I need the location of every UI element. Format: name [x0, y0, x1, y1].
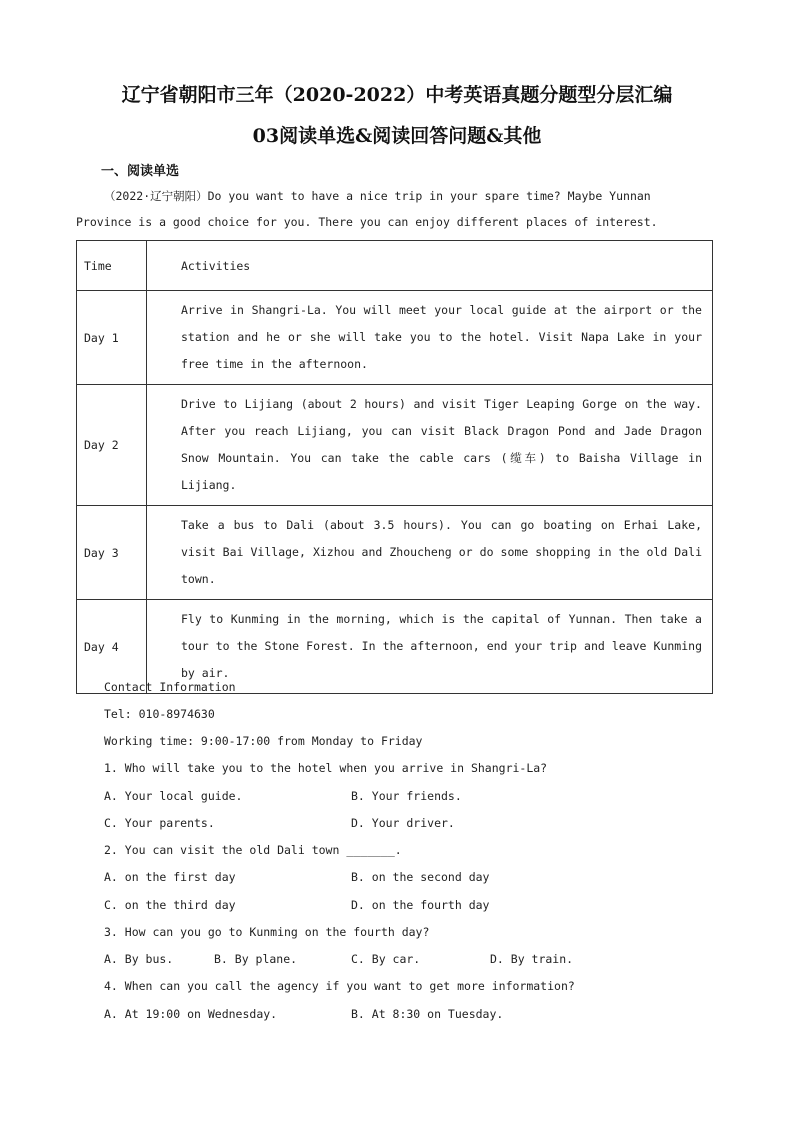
answer-option: D. By train.: [490, 952, 574, 966]
question-stem: 4. When can you call the agency if you want to get more information?: [104, 979, 575, 993]
question-stem: 2. You can visit the old Dali town _______.: [104, 843, 402, 857]
section-heading: 一、阅读单选: [101, 164, 180, 179]
table-row: [77, 385, 713, 506]
row-activity-text: Take a bus to Dali (about 3.5 hours). You can go boating on Erhai Lake, visit Bai Village, Xizhou and Zhoucheng or do some shopping in the old Dali town.: [181, 518, 702, 586]
header-activities: Activities: [147, 241, 713, 291]
document-title: 辽宁省朝阳市三年（2020-2022）中考英语真题分题型分层汇编: [121, 84, 673, 106]
table-header-row: [77, 241, 713, 291]
answer-option: A. on the first day: [104, 870, 236, 884]
contact-heading: Contact Information: [104, 680, 236, 694]
row-activity-text: Arrive in Shangri-La. You will meet your local guide at the airport or the station and he or she will take you to the hotel. Visit Napa Lake in your free time in the afternoon.: [181, 303, 702, 371]
row-activity: [147, 385, 713, 506]
answer-option: D. on the fourth day: [351, 898, 490, 912]
answer-option: B. on the second day: [351, 870, 490, 884]
answer-option: C. Your parents.: [104, 816, 215, 830]
row-time: Day 2: [77, 385, 147, 506]
itinerary-table: [76, 240, 713, 694]
row-activity: [147, 506, 713, 600]
contact-tel: Tel: 010-8974630: [104, 707, 215, 721]
table-row: [77, 506, 713, 600]
answer-option: B. At 8:30 on Tuesday.: [351, 1007, 504, 1021]
answer-option: C. on the third day: [104, 898, 236, 912]
answer-option: A. At 19:00 on Wednesday.: [104, 1007, 278, 1021]
row-activity: [147, 291, 713, 385]
answer-option: A. Your local guide.: [104, 789, 243, 803]
row-activity-text: Fly to Kunming in the morning, which is the capital of Yunnan. Then take a tour to the Stone Forest. In the afternoon, end your trip and leave Kunming by air.: [181, 612, 702, 680]
answer-option: B. By plane.: [214, 952, 298, 966]
answer-option: C. By car.: [351, 952, 421, 966]
question-stem: 3. How can you go to Kunming on the fourth day?: [104, 925, 430, 939]
row-time: Day 3: [77, 506, 147, 600]
row-time: Day 4: [77, 600, 147, 694]
intro-line-1: （2022·辽宁朝阳）Do you want to have a nice trip in your spare time? Maybe Yunnan: [104, 189, 651, 203]
document-subtitle: 03阅读单选&阅读回答问题&其他: [252, 125, 542, 147]
answer-option: B. Your friends.: [351, 789, 462, 803]
header-time: Time: [77, 241, 147, 291]
row-activity-text: Drive to Lijiang (about 2 hours) and visit Tiger Leaping Gorge on the way. After you reach Lijiang, you can visit Black Dragon Pond and Jade Dragon Snow Mountain. You can take the cable cars (缆车) to Baisha Village in Lijiang.: [181, 397, 702, 492]
answer-option: A. By bus.: [104, 952, 174, 966]
answer-option: D. Your driver.: [351, 816, 455, 830]
contact-hours: Working time: 9:00-17:00 from Monday to Friday: [104, 734, 423, 748]
question-stem: 1. Who will take you to the hotel when you arrive in Shangri-La?: [104, 761, 548, 775]
intro-line-2: Province is a good choice for you. There you can enjoy different places of interest.: [76, 215, 658, 229]
row-time: Day 1: [77, 291, 147, 385]
table-row: [77, 291, 713, 385]
